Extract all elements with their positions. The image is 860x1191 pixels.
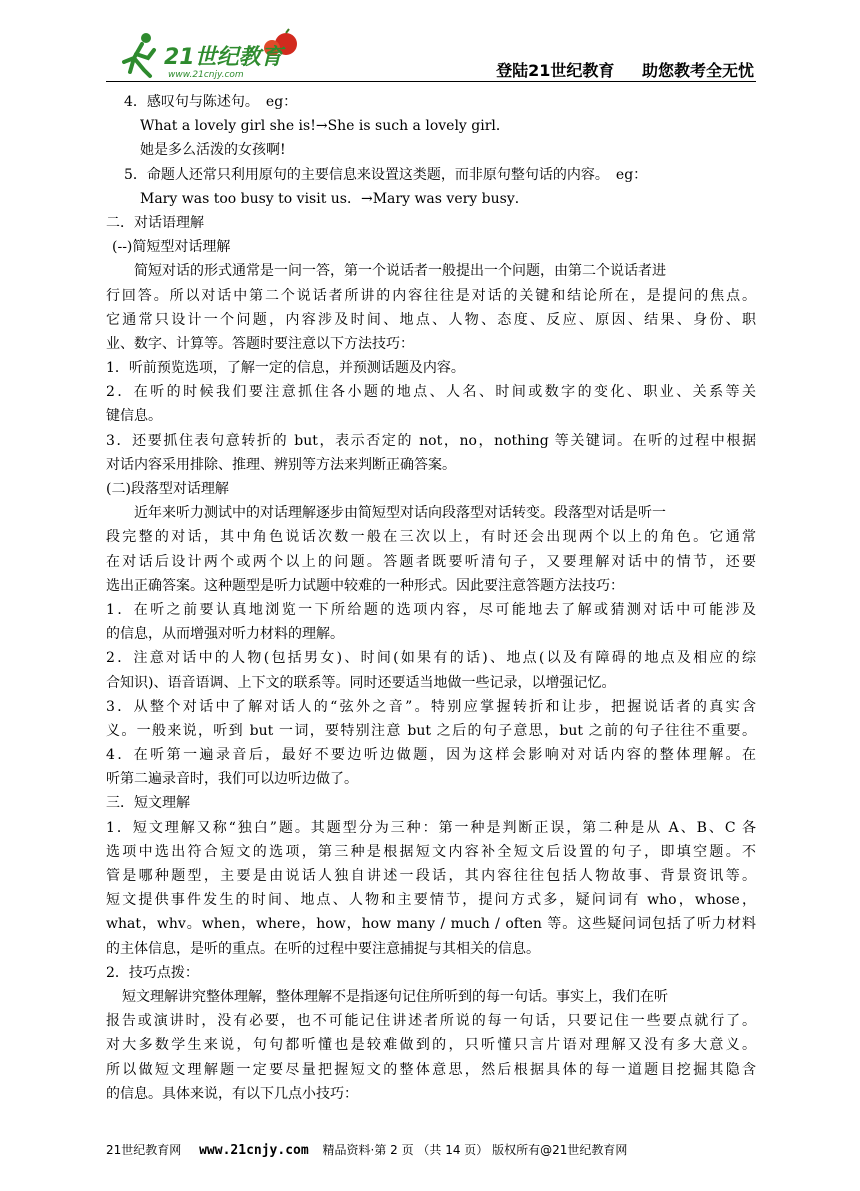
text-line: 段完整的对话，其中角色说话次数一般在三次以上，有时还会出现两个以上的角色。它通常 — [106, 529, 756, 546]
page-footer — [106, 1141, 756, 1158]
text-line: 2．在听的时候我们要注意抓住各小题的地点、人名、时间或数字的变化、职业、关系等关 — [106, 384, 756, 401]
text-line: 对话内容采用排除、推理、辨别等方法来判断正确答案。 — [106, 456, 456, 473]
svg-text:21世纪教育: 21世纪教育 — [164, 45, 283, 70]
logo-21cnjy — [106, 28, 306, 80]
text-line: What a lovely girl she is!→She is such a lovely girl． — [140, 118, 510, 135]
text-line: 的主体信息，是听的重点。在听的过程中要注意捕捉与其相关的信息。 — [106, 940, 540, 957]
text-line: 选出正确答案。这种题型是听力试题中较难的一种形式。因此要注意答题方法技巧： — [106, 577, 624, 594]
text-line: 管是哪种题型，主要是由说话人独自讲述一段话，其内容往往包括人物故事、背景资讯等。 — [106, 868, 756, 884]
slogan-left: 登陆21世纪教育 — [496, 61, 615, 80]
text-line: 2．技巧点拨： — [106, 964, 199, 981]
header-divider — [106, 81, 756, 82]
text-line: 所以做短文理解题一定要尽量把握短文的整体意思，然后根据具体的每一道题目挖掘其隐含 — [106, 1061, 756, 1078]
slogan-right: 助您教考全无忧 — [641, 61, 754, 80]
text-line: Mary was too busy to visit us．→Mary was very busy． — [140, 190, 529, 207]
header-slogan — [474, 58, 754, 81]
subsection-heading: (二)段落型对话理解 — [106, 481, 229, 497]
text-line: 3．从整个对话中了解对话人的“弦外之音”。特别应掌握转折和让步，把握说话者的真实含 — [106, 698, 756, 715]
footer-site-url: www.21cnjy.com — [199, 1143, 309, 1158]
text-line: 短文理解讲究整体理解，整体理解不是指逐句记住所听到的每一句话。事实上，我们在听 — [122, 988, 668, 1005]
text-line: 她是多么活泼的女孩啊! — [140, 142, 286, 159]
text-line: 听第二遍录音时，我们可以边听边做了。 — [106, 771, 358, 788]
section-heading: 三．短文理解 — [106, 795, 190, 812]
text-line: 1．在听之前要认真地浏览一下所给题的选项内容，尽可能地去了解或猜测对话中可能涉及 — [106, 601, 756, 618]
text-line: 5．命题人还常只利用原句的主要信息来设置这类题，而非原句整句话的内容。 eg： — [124, 166, 648, 183]
text-line: 短文提供事件发生的时间、地点、人物和主要情节，提问方式多，疑问词有 who，whose， — [106, 892, 756, 909]
text-line: 的信息。具体来说，有以下几点小技巧： — [106, 1085, 358, 1102]
text-line: 键信息。 — [106, 408, 162, 425]
subsection-heading: (--)简短型对话理解 — [112, 239, 231, 256]
page-header — [106, 28, 756, 84]
text-line: 它通常只设计一个问题，内容涉及时间、地点、人物、态度、反应、原因、结果、身份、职 — [106, 311, 756, 328]
text-line: 1．听前预览选项，了解一定的信息，并预测话题及内容。 — [106, 360, 465, 377]
text-line: 近年来听力测试中的对话理解逐步由简短型对话向段落型对话转变。段落型对话是听一 — [134, 505, 666, 522]
text-line: 的信息，从而增强对听力材料的理解。 — [106, 626, 344, 643]
text-line: 1．短文理解又称“独白”题。其题型分为三种：第一种是判断正误，第二种是从 A、B、C 各 — [106, 819, 756, 836]
text-line: 4．感叹句与陈述句。 eg： — [124, 94, 298, 110]
text-line: 行回答。所以对话中第二个说话者所讲的内容往往是对话的关键和结论所在，是提问的焦点。 — [106, 287, 756, 304]
footer-site-name: 21世纪教育网 — [106, 1143, 182, 1157]
text-line: 对大多数学生来说，句句都听懂也是较难做到的，只听懂只言片语对理解又没有多大意义。 — [106, 1037, 756, 1054]
text-line: 报告或演讲时，没有必要，也不可能记住讲述者所说的每一句话，只要记住一些要点就行了。 — [106, 1013, 756, 1030]
text-line: 选项中选出符合短文的选项，第三种是根据短文内容补全短文后设置的句子，即填空题。不 — [106, 843, 756, 860]
document-body — [106, 90, 756, 1106]
text-line: 业、数字、计算等。答题时要注意以下方法技巧： — [106, 335, 414, 352]
text-line: what，whv。when，where，how，how many / much / often 等。这些疑问词包括了听力材料 — [106, 916, 756, 933]
text-line: 在对话后设计两个或两个以上的问题。答题者既要听清句子，又要理解对话中的情节，还要 — [106, 553, 756, 570]
text-line: 3．还要抓住表句意转折的 but，表示否定的 not，no，nothing 等关键词。在听的过程中根据 — [106, 432, 756, 449]
text-line: 合知识)、语音语调、上下文的联系等。同时还要适当地做一些记录，以增强记忆。 — [106, 674, 616, 691]
text-line: 4．在听第一遍录音后，最好不要边听边做题，因为这样会影响对对话内容的整体理解。在 — [106, 747, 756, 764]
text-line: 2．注意对话中的人物(包括男女)、时间(如果有的话)、地点(以及有障碍的地点及相应的综 — [106, 650, 756, 667]
section-heading: 二．对话语理解 — [106, 214, 204, 231]
svg-text:www.21cnjy.com: www.21cnjy.com — [168, 70, 244, 80]
footer-page-info: 精品资料·第 2 页 （共 14 页） 版权所有@21世纪教育网 — [322, 1143, 628, 1157]
text-line: 简短对话的形式通常是一问一答，第一个说话者一般提出一个问题，由第二个说话者进 — [134, 263, 666, 280]
text-line: 义。一般来说，听到 but 一词，要特别注意 but 之后的句子意思，but 之前的句子往往不重要。 — [106, 722, 756, 739]
